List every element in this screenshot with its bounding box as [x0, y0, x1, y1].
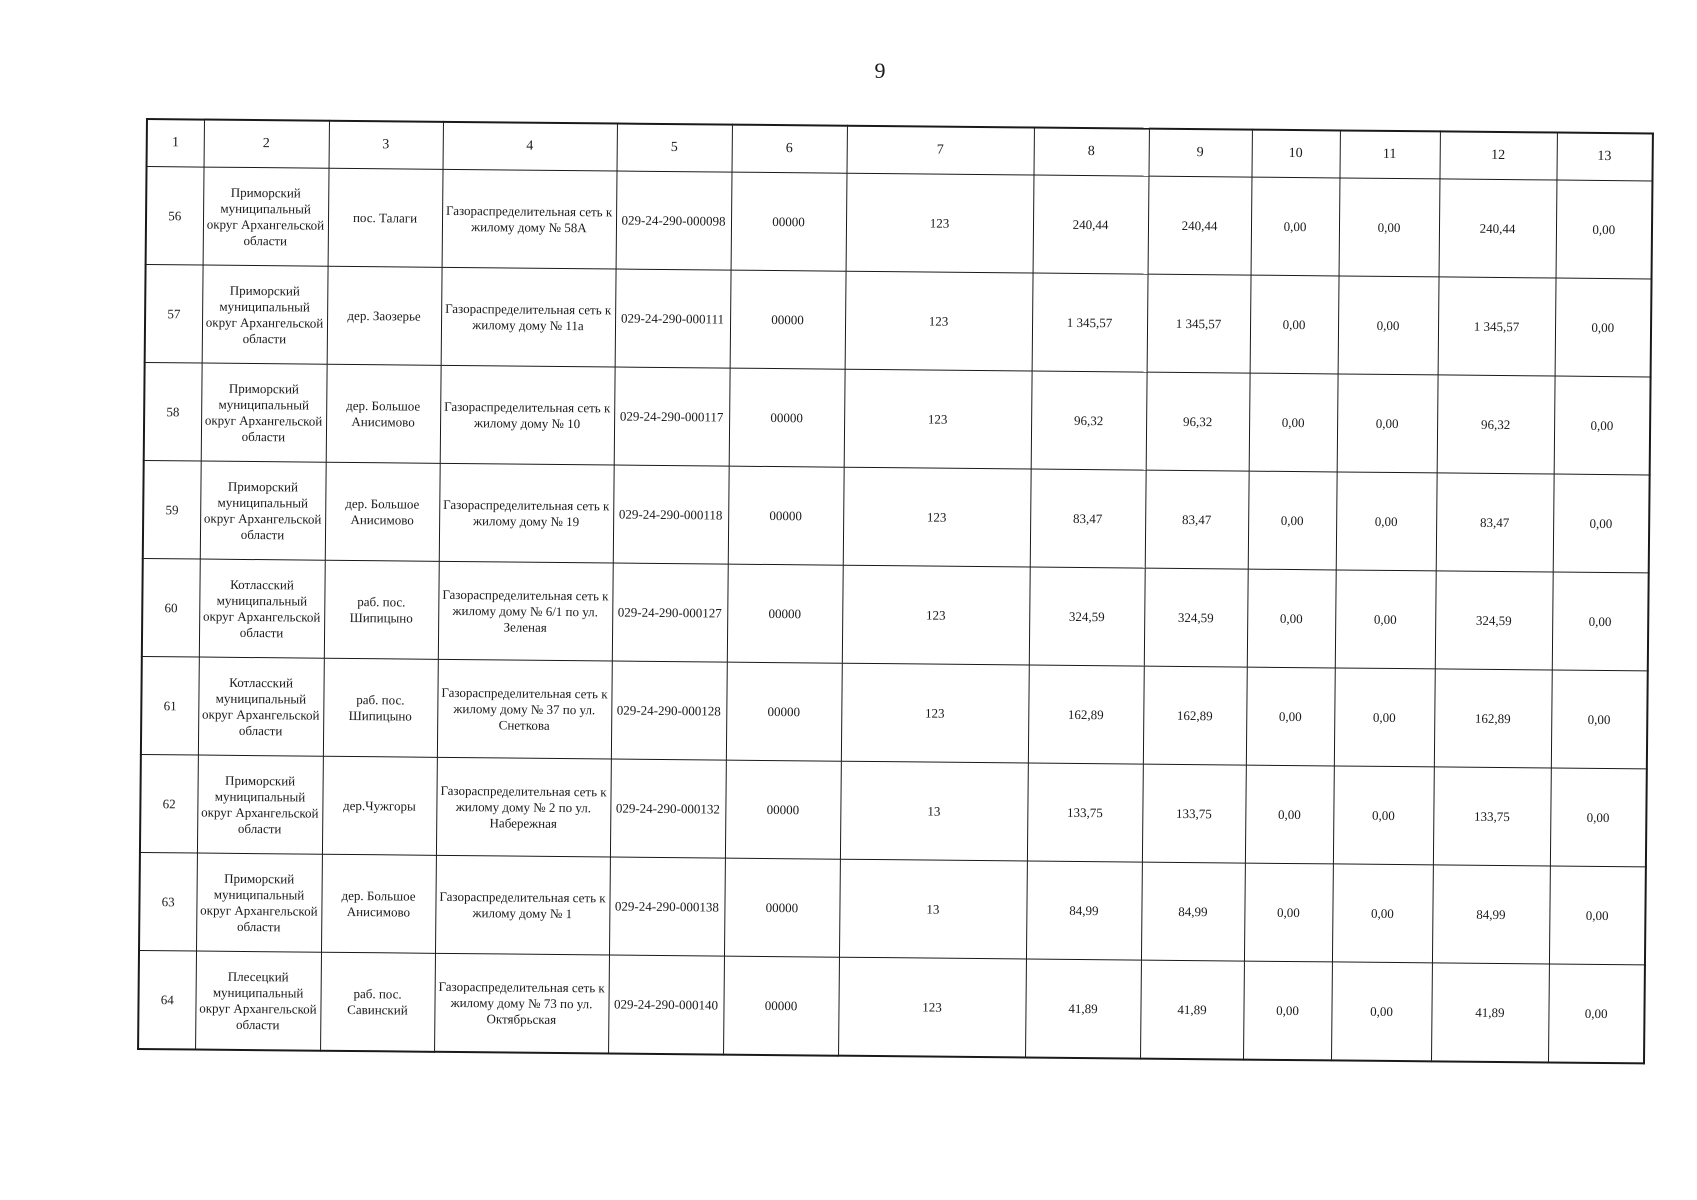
column-header: 13 [1556, 133, 1652, 181]
row-number-cell: 61 [141, 656, 199, 755]
column-8-cell: 96,32 [1031, 371, 1147, 470]
column-10-cell: 0,00 [1246, 667, 1335, 766]
locality-cell: дер. Заозерье [327, 266, 442, 365]
column-6-cell: 00000 [729, 368, 845, 467]
column-8-cell: 1 345,57 [1032, 273, 1148, 372]
table-row [145, 265, 1652, 377]
column-12-cell: 96,32 [1437, 375, 1555, 474]
district-cell: Приморский муниципальный округ Архангельской области [203, 167, 329, 266]
object-name-cell: Газораспределительная сеть к жилому дому № 73 по ул. Октябрьская [434, 953, 609, 1053]
district-cell: Приморский муниципальный округ Архангельской области [196, 853, 322, 952]
registry-table-wrapper [137, 118, 1652, 1064]
column-9-cell: 162,89 [1143, 666, 1247, 765]
district-cell: Приморский муниципальный округ Архангельской области [200, 461, 326, 560]
column-11-cell: 0,00 [1336, 472, 1437, 571]
column-7-cell: 123 [838, 957, 1026, 1057]
column-7-cell: 13 [839, 859, 1027, 959]
table-row [143, 460, 1650, 572]
registry-code-cell: 029-24-290-000127 [612, 563, 728, 662]
column-12-cell: 83,47 [1436, 473, 1554, 572]
column-13-cell: 0,00 [1555, 278, 1652, 377]
object-name-cell: Газораспределительная сеть к жилому дому № 11а [441, 267, 616, 367]
registry-code-cell: 029-24-290-000117 [614, 367, 730, 466]
object-name-cell: Газораспределительная сеть к жилому дому № 58А [442, 169, 617, 269]
column-9-cell: 324,59 [1144, 568, 1248, 667]
table-row [140, 754, 1647, 866]
column-header: 4 [443, 122, 617, 171]
row-number-cell: 60 [142, 558, 200, 657]
column-6-cell: 00000 [723, 956, 839, 1056]
table-row [138, 950, 1645, 1063]
row-number-cell: 63 [139, 852, 197, 951]
table-row [142, 558, 1649, 670]
column-9-cell: 83,47 [1145, 470, 1249, 569]
district-cell: Приморский муниципальный округ Архангельской области [202, 265, 328, 364]
column-8-cell: 83,47 [1030, 469, 1146, 568]
table-row [146, 167, 1653, 279]
object-name-cell: Газораспределительная сеть к жилому дому № 6/1 по ул. Зеленая [438, 561, 613, 661]
row-number-cell: 58 [144, 362, 202, 461]
row-number-cell: 62 [140, 754, 198, 853]
column-10-cell: 0,00 [1244, 863, 1333, 962]
district-cell: Приморский муниципальный округ Архангельской области [201, 363, 327, 462]
column-13-cell: 0,00 [1553, 474, 1650, 573]
column-10-cell: 0,00 [1243, 961, 1332, 1060]
column-9-cell: 96,32 [1146, 372, 1250, 471]
column-header: 1 [147, 119, 204, 167]
column-13-cell: 0,00 [1556, 180, 1653, 279]
table-row [141, 656, 1648, 768]
locality-cell: дер.Чужгоры [322, 756, 437, 855]
registry-code-cell: 029-24-290-000098 [616, 171, 732, 270]
column-header: 12 [1439, 131, 1556, 180]
table-row [139, 852, 1646, 964]
column-9-cell: 133,75 [1142, 764, 1246, 863]
column-7-cell: 123 [842, 565, 1030, 665]
district-cell: Приморский муниципальный округ Архангельской области [197, 755, 323, 854]
column-header: 7 [847, 126, 1034, 175]
column-6-cell: 00000 [726, 662, 842, 761]
column-12-cell: 1 345,57 [1438, 277, 1556, 376]
column-11-cell: 0,00 [1338, 276, 1439, 375]
column-10-cell: 0,00 [1247, 569, 1336, 668]
district-cell: Котласский муниципальный округ Архангельской области [199, 559, 325, 658]
row-number-cell: 64 [138, 950, 196, 1049]
registry-code-cell: 029-24-290-000128 [611, 661, 727, 760]
column-8-cell: 133,75 [1027, 763, 1143, 862]
column-6-cell: 00000 [730, 270, 846, 369]
column-header: 6 [732, 125, 847, 174]
object-name-cell: Газораспределительная сеть к жилому дому № 10 [440, 365, 615, 465]
column-header: 5 [617, 124, 732, 173]
column-8-cell: 41,89 [1025, 959, 1141, 1059]
column-8-cell: 84,99 [1026, 861, 1142, 960]
registry-table [137, 118, 1654, 1064]
district-cell: Плесецкий муниципальный округ Архангельской области [195, 951, 321, 1051]
object-name-cell: Газораспределительная сеть к жилому дому № 37 по ул. Снеткова [437, 659, 612, 759]
column-7-cell: 123 [845, 271, 1033, 371]
row-number-cell: 56 [146, 167, 204, 266]
column-12-cell: 240,44 [1439, 179, 1557, 278]
column-11-cell: 0,00 [1339, 178, 1440, 277]
column-13-cell: 0,00 [1552, 572, 1649, 671]
column-header: 8 [1033, 128, 1148, 177]
column-13-cell: 0,00 [1548, 964, 1645, 1063]
column-11-cell: 0,00 [1335, 570, 1436, 669]
locality-cell: дер. Большое Анисимово [321, 854, 436, 953]
column-10-cell: 0,00 [1250, 275, 1339, 374]
locality-cell: раб. пос. Шипицыно [324, 560, 439, 659]
column-header: 9 [1148, 129, 1251, 177]
registry-code-cell: 029-24-290-000111 [615, 269, 731, 368]
column-12-cell: 162,89 [1434, 669, 1552, 768]
row-number-cell: 59 [143, 460, 201, 559]
column-header: 2 [204, 120, 329, 169]
registry-code-cell: 029-24-290-000138 [609, 857, 725, 956]
column-12-cell: 324,59 [1435, 571, 1553, 670]
object-name-cell: Газораспределительная сеть к жилому дому № 1 [435, 855, 610, 955]
column-6-cell: 00000 [731, 172, 847, 271]
locality-cell: раб. пос. Савинский [320, 952, 435, 1052]
column-9-cell: 240,44 [1148, 176, 1252, 275]
column-header: 3 [329, 121, 443, 170]
locality-cell: пос. Талаги [328, 168, 443, 267]
column-8-cell: 324,59 [1029, 567, 1145, 666]
column-8-cell: 240,44 [1033, 175, 1149, 274]
locality-cell: дер. Большое Анисимово [326, 364, 441, 463]
column-header: 11 [1339, 130, 1439, 178]
column-13-cell: 0,00 [1551, 670, 1648, 769]
column-6-cell: 00000 [728, 466, 844, 565]
column-12-cell: 41,89 [1431, 963, 1549, 1063]
column-7-cell: 123 [843, 467, 1031, 567]
registry-code-cell: 029-24-290-000140 [608, 955, 724, 1055]
column-7-cell: 123 [844, 369, 1032, 469]
registry-code-cell: 029-24-290-000118 [613, 465, 729, 564]
column-header: 10 [1251, 130, 1339, 178]
column-9-cell: 41,89 [1140, 960, 1244, 1059]
column-9-cell: 1 345,57 [1147, 274, 1251, 373]
column-11-cell: 0,00 [1333, 766, 1434, 865]
column-11-cell: 0,00 [1334, 668, 1435, 767]
table-row [144, 362, 1651, 474]
district-cell: Котласский муниципальный округ Архангельской области [198, 657, 324, 756]
column-12-cell: 133,75 [1433, 767, 1551, 866]
column-11-cell: 0,00 [1332, 864, 1433, 963]
column-11-cell: 0,00 [1331, 962, 1432, 1061]
column-6-cell: 00000 [724, 858, 840, 957]
column-11-cell: 0,00 [1337, 374, 1438, 473]
object-name-cell: Газораспределительная сеть к жилому дому № 2 по ул. Набережная [436, 757, 611, 857]
column-10-cell: 0,00 [1251, 177, 1340, 276]
locality-cell: дер. Большое Анисимово [325, 462, 440, 561]
column-10-cell: 0,00 [1249, 373, 1338, 472]
column-12-cell: 84,99 [1432, 865, 1550, 964]
column-10-cell: 0,00 [1248, 471, 1337, 570]
registry-code-cell: 029-24-290-000132 [610, 759, 726, 858]
column-13-cell: 0,00 [1550, 768, 1647, 867]
row-number-cell: 57 [145, 265, 203, 364]
column-7-cell: 13 [840, 761, 1028, 861]
column-6-cell: 00000 [725, 760, 841, 859]
object-name-cell: Газораспределительная сеть к жилому дому № 19 [439, 463, 614, 563]
column-6-cell: 00000 [727, 564, 843, 663]
page-number: 9 [874, 58, 886, 83]
column-13-cell: 0,00 [1554, 376, 1651, 475]
column-9-cell: 84,99 [1141, 862, 1245, 961]
column-7-cell: 123 [846, 173, 1034, 273]
column-10-cell: 0,00 [1245, 765, 1334, 864]
column-8-cell: 162,89 [1028, 665, 1144, 764]
locality-cell: раб. пос. Шипицыно [323, 658, 438, 757]
column-7-cell: 123 [841, 663, 1029, 763]
column-13-cell: 0,00 [1549, 866, 1646, 965]
